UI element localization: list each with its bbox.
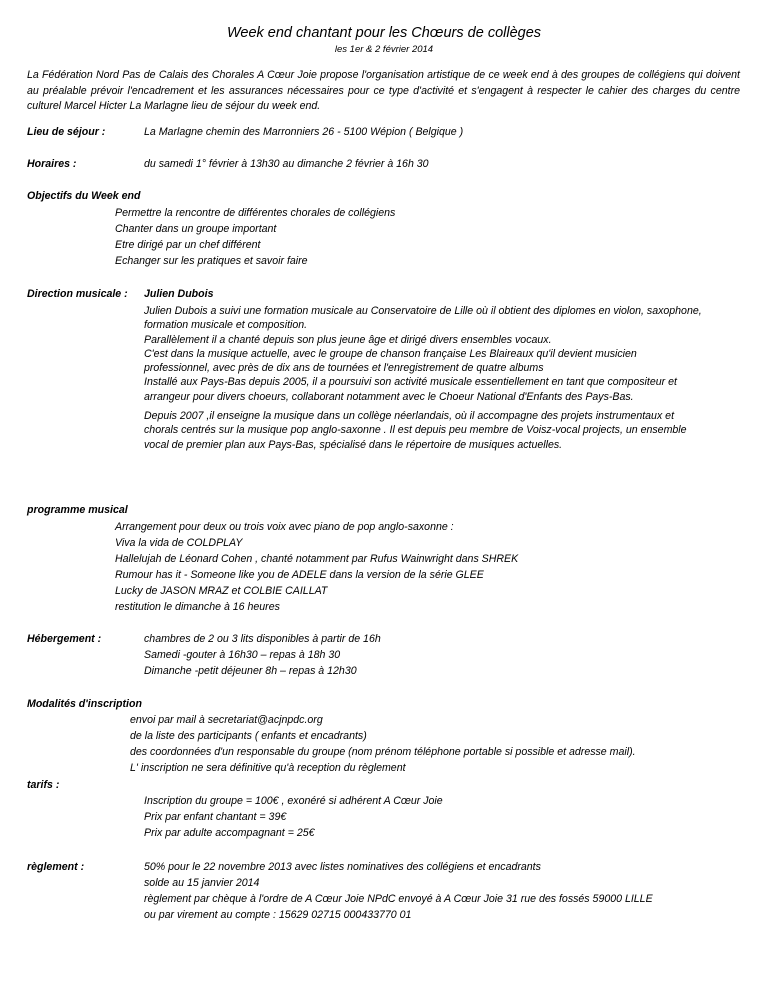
bio-paragraph: Parallèlement il a chanté depuis son plus jeune âge et dirigé divers ensembles vocaux.	[144, 333, 552, 346]
tarifs-label: tarifs :	[27, 779, 60, 791]
hebergement-item: Samedi -gouter à 16h30 – repas à 18h 30	[144, 649, 341, 661]
hebergement-item: chambres de 2 ou 3 lits disponibles à partir de 16h	[144, 633, 381, 645]
bio-paragraph: Depuis 2007 ,il enseigne la musique dans un collège néerlandais, où il accompagne des projets instrumentaux et chorals centrés sur la musique pop anglo-saxonne . Il est depuis peu membre de Voisz-vocal projects, un ensemble vocal de premier plan aux Pays-Bas, spécialisé dans le répertoire de musiques actuelles.	[144, 410, 687, 451]
hebergement-item: Dimanche -petit déjeuner 8h – repas à 12h30	[144, 665, 357, 677]
direction-label: Direction musicale :	[27, 288, 128, 300]
bio-paragraph: Julien Dubois a suivi une formation musicale au Conservatoire de Lille où il obtient des diplomes en violon, saxophone, formation musicale et composition.	[144, 305, 702, 332]
tarif-item: Prix par adulte accompagnant = 25€	[144, 827, 315, 839]
hebergement-label: Hébergement :	[27, 633, 102, 645]
tarif-item: Inscription du groupe = 100€ , exonéré si adhérent A Cœur Joie	[144, 795, 443, 807]
programme-item: restitution le dimanche à 16 heures	[115, 601, 280, 613]
programme-item: Arrangement pour deux ou trois voix avec piano de pop anglo-saxonne :	[115, 521, 454, 533]
programme-item: Lucky de JASON MRAZ et COLBIE CAILLAT	[115, 585, 328, 597]
inscription-item: envoi par mail à secretariat@acjnpdc.org	[130, 714, 323, 726]
director-name: Julien Dubois	[144, 288, 214, 300]
programme-item: Hallelujah de Léonard Cohen , chanté notamment par Rufus Wainwright dans SHREK	[115, 553, 519, 565]
reglement-label: règlement :	[27, 861, 85, 873]
reglement-item: 50% pour le 22 novembre 2013 avec listes nominatives des collégiens et encadrants	[144, 861, 541, 873]
programme-label: programme musical	[27, 504, 128, 516]
page-title: Week end chantant pour les Chœurs de collèges	[226, 25, 542, 41]
objectifs-label: Objectifs du Week end	[27, 190, 141, 202]
reglement-item: solde au 15 janvier 2014	[144, 877, 260, 889]
horaires-label: Horaires :	[27, 158, 77, 170]
lieu-value: La Marlagne chemin des Marronniers 26 - 5100 Wépion ( Belgique )	[144, 126, 464, 138]
horaires-value: du samedi 1° février à 13h30 au dimanche 2 février à 16h 30	[144, 158, 429, 170]
bio-paragraph: C'est dans la musique actuelle, avec le groupe de chanson française Les Blaireaux qu'il devient musicien professionnel, avec près de dix ans de tournées et l'enregistrement de quatre albums	[144, 347, 637, 375]
reglement-item: ou par virement au compte : 15629 02715 000433770 01	[144, 909, 412, 921]
page-subtitle: les 1er & 2 février 2014	[334, 44, 434, 55]
objectif-item: Chanter dans un groupe important	[115, 223, 277, 235]
objectif-item: Etre dirigé par un chef différent	[115, 239, 261, 251]
objectif-item: Echanger sur les pratiques et savoir faire	[115, 255, 308, 267]
programme-item: Rumour has it - Someone like you de ADELE dans la version de la série GLEE	[115, 569, 484, 581]
programme-item: Viva la vida de COLDPLAY	[115, 537, 243, 549]
reglement-item: règlement par chèque à l'ordre de A Cœur Joie NPdC envoyé à A Cœur Joie 31 rue des fossés 59000 LILLE	[144, 893, 653, 905]
inscription-item: L' inscription ne sera définitive qu'à reception du règlement	[130, 762, 406, 774]
objectif-item: Permettre la rencontre de différentes chorales de collégiens	[115, 207, 396, 219]
inscription-label: Modalités d'inscription	[27, 698, 142, 710]
bio-paragraph: Installé aux Pays-Bas depuis 2005, il a poursuivi son activité musicale essentiellement en tant que compositeur et arrangeur pour divers choeurs, collaborant notamment avec le Choeur National d'Enfants des Pays-Bas.	[144, 376, 677, 403]
intro-paragraph: La Fédération Nord Pas de Calais des Chorales A Cœur Joie propose l'organisation artistique de ce week end à des groupes de collégiens qui doivent au préalable prévoir l'encadrement et les assurances nécessaires pour ce type d'activité et s'engagent à respecter le cahier des charges du centre culturel Marcel Hicter La Marlagne lieu de séjour du week end.	[27, 69, 740, 112]
lieu-label: Lieu de séjour :	[27, 126, 106, 138]
inscription-item: de la liste des participants ( enfants et encadrants)	[130, 730, 367, 742]
inscription-item: des coordonnées d'un responsable du groupe (nom prénom téléphone portable si possible et adresse mail).	[130, 746, 636, 758]
director-bio	[144, 304, 704, 452]
tarif-item: Prix par enfant chantant = 39€	[144, 811, 287, 823]
